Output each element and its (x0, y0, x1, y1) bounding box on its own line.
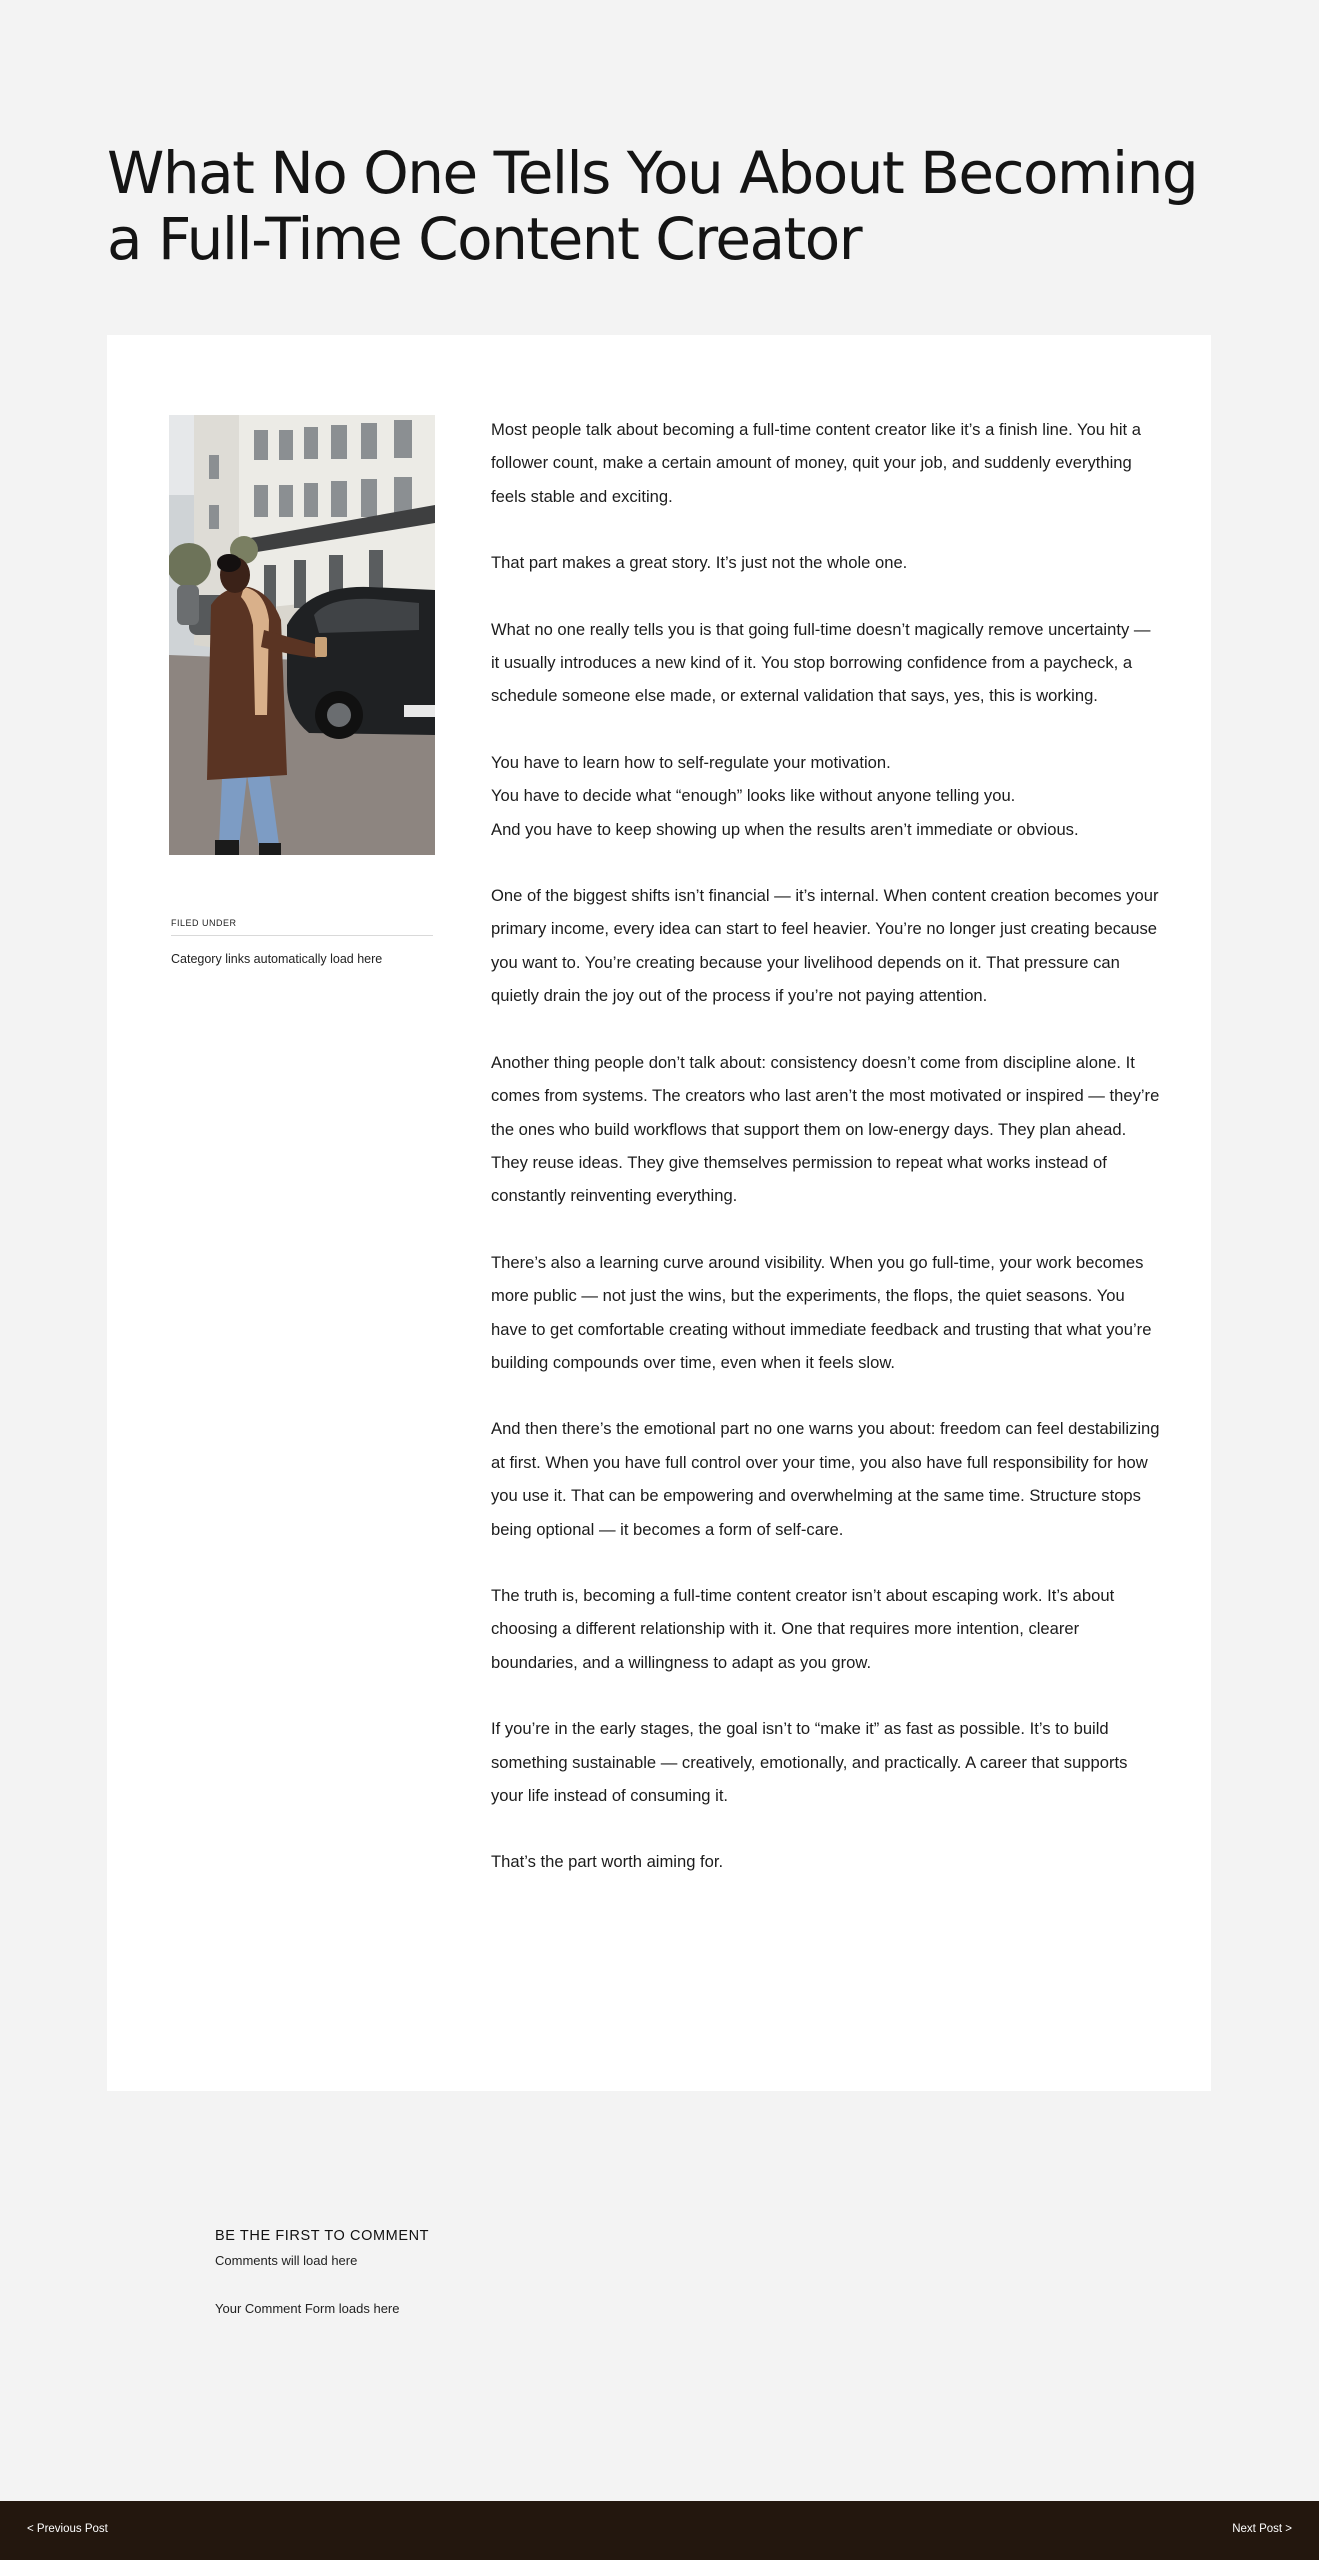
article-paragraph: That part makes a great story. It’s just not the whole one. (491, 553, 908, 573)
featured-image (169, 415, 435, 855)
article-paragraph: If you’re in the early stages, the goal isn’t to “make it” as fast as possible. It’s to build something sustainable — creatively, emotionally, and practically. A career that supports your life instead of consuming it. (491, 1719, 1128, 1805)
comments-list: Comments will load here (215, 2253, 358, 2268)
article-paragraph: And then there’s the emotional part no one warns you about: freedom can feel destabilizing at first. When you have full control over your time, you also have full responsibility for how you use it. That can be empowering and overwhelming at the same time. Structure stops being optional — it becomes a form of self-care. (491, 1419, 1160, 1539)
post-navigation (0, 2501, 1319, 2560)
comments-heading: BE THE FIRST TO COMMENT (215, 2228, 430, 2244)
filed-under-label: FILED UNDER (171, 918, 433, 936)
article-paragraph: That’s the part worth aiming for. (491, 1852, 724, 1872)
previous-post-link[interactable]: < Previous Post (27, 2523, 108, 2535)
next-post-link[interactable]: Next Post > (1232, 2523, 1292, 2535)
comment-form[interactable]: Your Comment Form loads here (215, 2301, 400, 2316)
article-paragraph: There’s also a learning curve around visibility. When you go full-time, your work becomes more public — not just the wins, but the experiments, the flops, the quiet seasons. You have to get comfortable creating without immediate feedback and trusting that what you’re building compounds over time, even when it feels slow. (491, 1252, 1152, 1372)
page-title: What No One Tells You About Becoming a Full-Time Content Creator (107, 139, 1198, 273)
post-card (107, 335, 1211, 2091)
article-line: And you have to keep showing up when the results aren’t immediate or obvious. (491, 819, 1079, 839)
article-line: You have to learn how to self-regulate your motivation. (491, 752, 891, 772)
article-paragraph: Another thing people don’t talk about: consistency doesn’t come from discipline alone. It comes from systems. The creators who last aren’t the most motivated or inspired — they’re the ones who build workflows that support them on low-energy days. They plan ahead. They reuse ideas. They give themselves permission to repeat what works instead of constantly reinventing everything. (491, 1052, 1160, 1206)
article-paragraph: What no one really tells you is that going full-time doesn’t magically remove uncertainty — it usually introduces a new kind of it. You stop borrowing confidence from a paycheck, a schedule someone else made, or external validation that says, yes, this is working. (491, 619, 1151, 706)
article-line: You have to decide what “enough” looks like without anyone telling you. (491, 786, 1016, 806)
article-paragraph: One of the biggest shifts isn’t financial — it’s internal. When content creation becomes your primary income, every idea can start to feel heavier. You’re no longer just creating because you want to. You’re creating because your livelihood depends on it. That pressure can quietly drain the joy out of the process if you’re not paying attention. (491, 886, 1159, 1006)
article-paragraph: Most people talk about becoming a full-time content creator like it’s a finish line. You hit a follower count, make a certain amount of money, quit your job, and suddenly everything feels stable and exciting. (491, 420, 1141, 506)
article-body (491, 413, 1161, 1912)
article-paragraph: The truth is, becoming a full-time content creator isn’t about escaping work. It’s about choosing a different relationship with it. One that requires more intention, clearer boundaries, and a willingness to adapt as you grow. (491, 1585, 1115, 1672)
category-links[interactable]: Category links automatically load here (171, 952, 383, 966)
comments-section (215, 2228, 915, 2316)
article-list-paragraph (491, 746, 1161, 846)
